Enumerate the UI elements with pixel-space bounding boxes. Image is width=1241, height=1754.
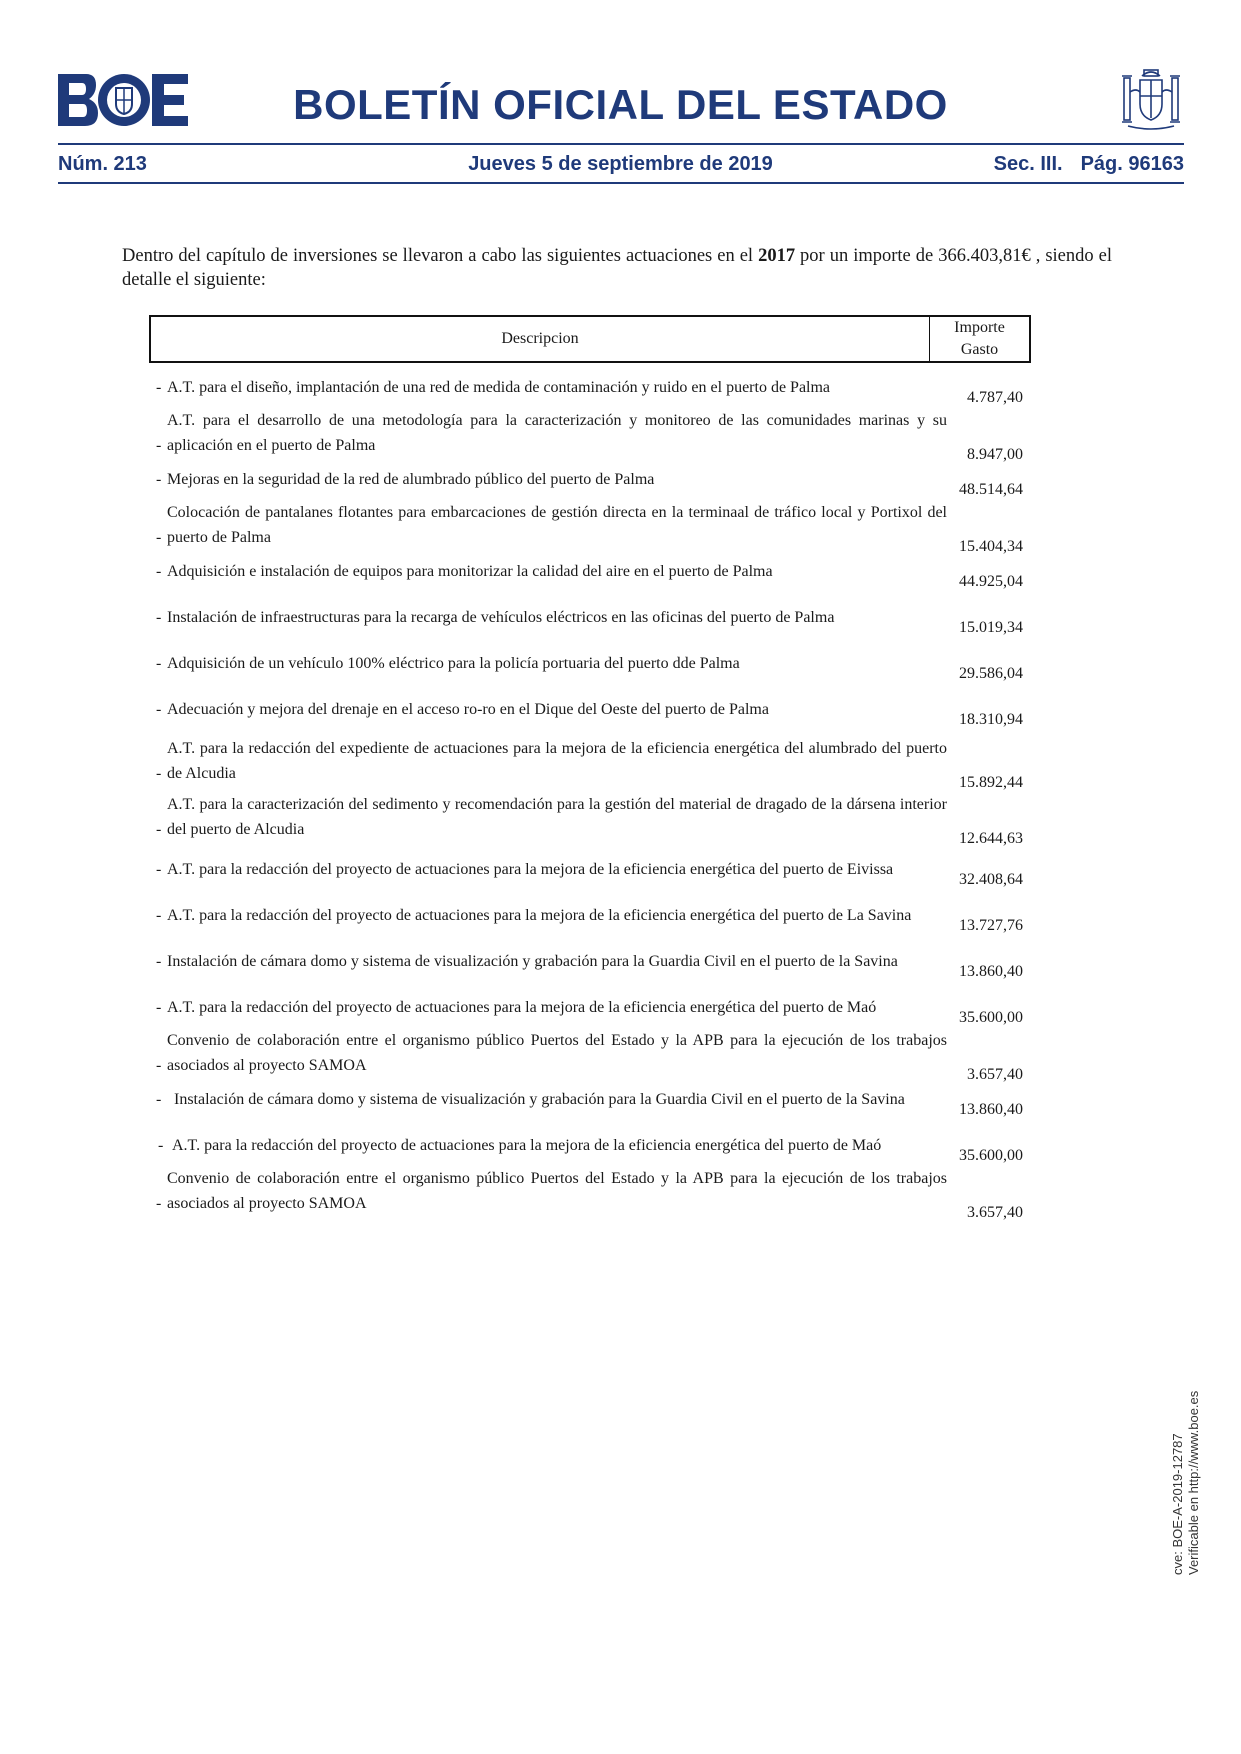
row-description: Instalación de infraestructuras para la recarga de vehículos eléctricos en las oficinas del puerto de Palma [167,609,835,626]
row-dash: - [156,655,162,672]
coat-of-arms-icon [1116,62,1186,132]
row-dash: - [158,1137,164,1154]
row-description: A.T. para el diseño, implantación de una red de medida de contaminación y ruido en el puerto de Palma [167,379,831,396]
bulletin-title: BOLETÍN OFICIAL DEL ESTADO [293,81,948,128]
section-label: Sec. III. [993,153,1063,175]
row-amount: 13.727,76 [959,917,1023,934]
row-amount: 12.644,63 [959,830,1023,847]
row-dash: - [156,1057,162,1074]
row-description: A.T. para la redacción del expediente de actuaciones para la mejora de la eficiencia energética del alumbrado del puerto de Alcudia [167,740,947,782]
row-dash: - [156,861,162,878]
row-amount: 13.860,40 [959,1101,1023,1118]
row-amount: 13.860,40 [959,963,1023,980]
row-dash: - [156,471,162,488]
row-amount: 3.657,40 [967,1066,1023,1083]
row-amount: 35.600,00 [959,1009,1023,1026]
row-description: A.T. para la redacción del proyecto de actuaciones para la mejora de la eficiencia energética del puerto de Maó [167,999,877,1016]
row-dash: - [156,953,162,970]
row-description: Colocación de pantalanes flotantes para embarcaciones de gestión directa en la terminaal de tráfico local y Portixol del puerto de Palma [167,504,947,546]
row-dash: - [156,701,162,718]
row-description: Convenio de colaboración entre el organismo público Puertos del Estado y la APB para la ejecución de los trabajos asociados al proyecto SAMOA [167,1032,947,1074]
column-header-amount [930,317,1029,361]
cve-code: cve: BOE-A-2019-12787 [1170,1433,1185,1575]
row-dash: - [156,821,162,838]
row-amount: 15.892,44 [959,774,1023,791]
row-description: A.T. para la redacción del proyecto de actuaciones para la mejora de la eficiencia energética del puerto de La Savina [167,907,912,924]
row-dash: - [156,379,162,396]
row-amount: 15.019,34 [959,619,1023,636]
row-amount: 35.600,00 [959,1147,1023,1164]
row-description: Mejoras en la seguridad de la red de alumbrado público del puerto de Palma [167,471,655,488]
verification-note [1170,1391,1202,1575]
column-header-amount-line2: Gasto [960,341,999,358]
row-description: Adquisición de un vehículo 100% eléctrico para la policía portuaria del puerto dde Palma [167,655,740,672]
intro-paragraph [122,244,1112,292]
row-amount: 15.404,34 [959,538,1023,555]
header-rule-top [58,143,1184,145]
section-page [994,150,1184,178]
row-dash: - [156,437,162,454]
issue-date: Jueves 5 de septiembre de 2019 [468,153,773,175]
row-dash: - [156,529,162,546]
row-amount: 29.586,04 [959,665,1023,682]
table-header [149,315,1031,363]
row-amount: 18.310,94 [959,711,1023,728]
row-description: A.T. para la redacción del proyecto de actuaciones para la mejora de la eficiencia energética del puerto de Maó [172,1137,882,1154]
row-amount: 32.408,64 [959,871,1023,888]
row-description: Instalación de cámara domo y sistema de visualización y grabación para la Guardia Civil en el puerto de la Savina [174,1091,905,1108]
intro-text-after: por un importe de 366.403,81€ , siendo el detalle el siguiente: [122,246,1112,290]
intro-text-before: Dentro del capítulo de inversiones se llevaron a cabo las siguientes actuaciones en el [122,246,759,266]
row-dash: - [156,999,162,1016]
row-description: Convenio de colaboración entre el organismo público Puertos del Estado y la APB para la ejecución de los trabajos asociados al proyecto SAMOA [167,1170,947,1212]
row-description: Adquisición e instalación de equipos para monitorizar la calidad del aire en el puerto de Palma [167,563,773,580]
row-description: Instalación de cámara domo y sistema de visualización y grabación para la Guardia Civil en el puerto de la Savina [167,953,898,970]
row-dash: - [156,563,162,580]
row-amount: 8.947,00 [967,446,1023,463]
row-description: Adecuación y mejora del drenaje en el acceso ro-ro en el Dique del Oeste del puerto de Palma [167,701,769,718]
row-dash: - [156,907,162,924]
column-header-description: Descripcion [151,317,930,361]
row-amount: 48.514,64 [959,481,1023,498]
column-header-amount-line1: Importe [954,319,1005,336]
row-amount: 4.787,40 [967,389,1023,406]
row-description: A.T. para la redacción del proyecto de actuaciones para la mejora de la eficiencia energética del puerto de Eivissa [167,861,894,878]
header-rule-bottom [58,182,1184,184]
row-dash: - [156,1195,162,1212]
row-amount: 44.925,04 [959,573,1023,590]
row-dash: - [156,609,162,626]
issue-number: Núm. 213 [58,153,147,175]
row-dash: - [156,1091,162,1108]
verify-url: Verificable en http://www.boe.es [1186,1390,1201,1575]
row-dash: - [156,765,162,782]
row-description: A.T. para la caracterización del sedimento y recomendación para la gestión del material de dragado de la dársena interior del puerto de Alcudia [167,796,947,838]
intro-year: 2017 [758,246,796,266]
page-label: Pág. 96163 [1080,153,1184,175]
row-amount: 3.657,40 [967,1204,1023,1221]
row-description: A.T. para el desarrollo de una metodología para la caracterización y monitoreo de las comunidades marinas y su aplicación en el puerto de Palma [167,412,947,454]
